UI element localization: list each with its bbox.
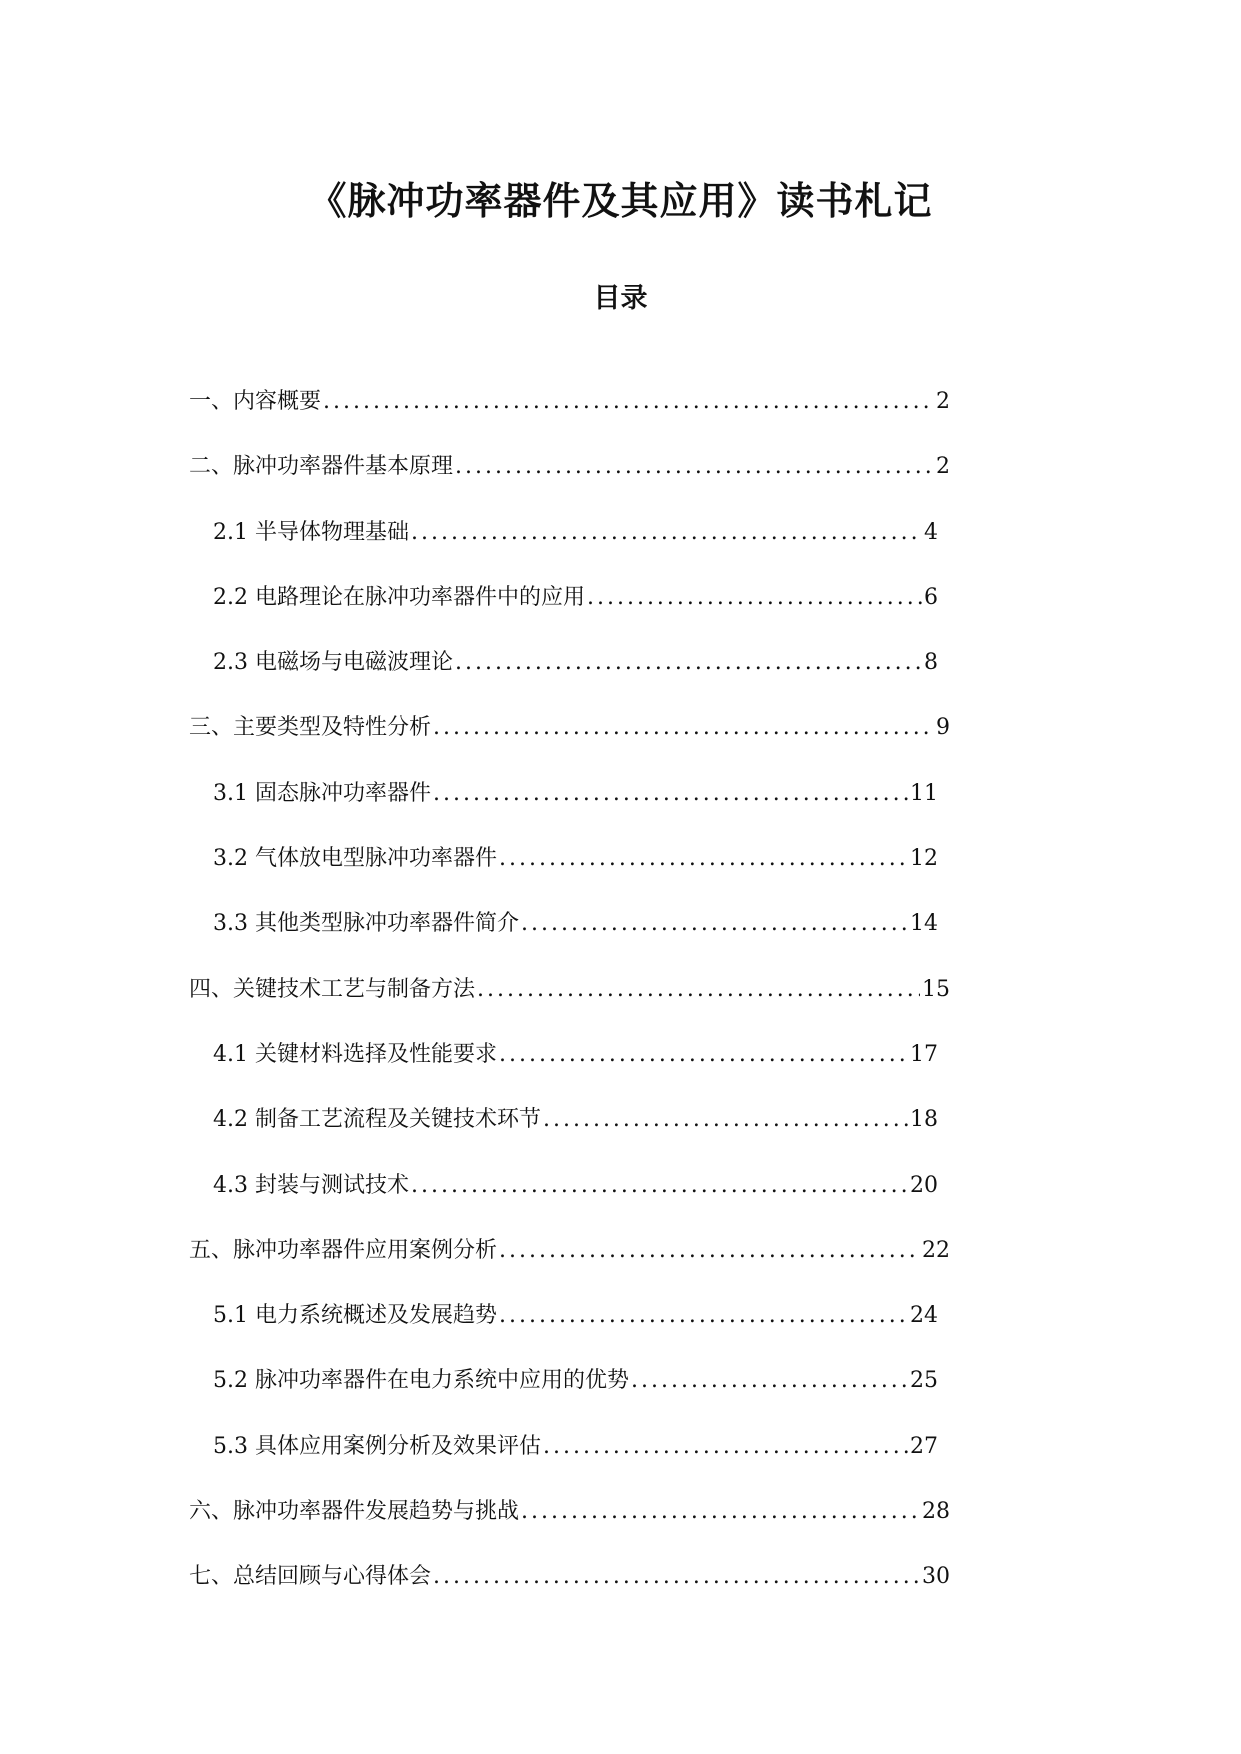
toc-entry-page-number: 25 <box>910 1368 938 1394</box>
toc-dot-leader <box>323 382 934 422</box>
toc-dot-leader <box>455 447 934 487</box>
toc-entry[interactable] <box>189 578 950 643</box>
toc-entry-page-number: 4 <box>924 519 938 545</box>
toc-entry[interactable] <box>189 1296 950 1361</box>
toc-entry[interactable] <box>189 1035 950 1100</box>
toc-entry[interactable] <box>189 708 950 773</box>
toc-entry-label: 5.2 脉冲功率器件在电力系统中应用的优势 <box>213 1368 629 1394</box>
toc-dot-leader <box>499 1296 908 1336</box>
toc-entry-page-number: 27 <box>910 1433 938 1459</box>
toc-entry-page-number: 2 <box>936 454 950 480</box>
toc-entry[interactable] <box>189 970 950 1035</box>
toc-entry-label: 五、脉冲功率器件应用案例分析 <box>189 1237 498 1263</box>
toc-dot-leader <box>543 1427 908 1467</box>
toc-entry-label: 4.2 制备工艺流程及关键技术环节 <box>213 1107 541 1133</box>
toc-entry-page-number: 8 <box>924 650 938 676</box>
toc-dot-leader <box>499 1231 920 1271</box>
toc-entry-label: 4.3 封装与测试技术 <box>213 1172 409 1198</box>
toc-entry[interactable] <box>189 1557 950 1622</box>
toc-entry-page-number: 2 <box>936 389 950 414</box>
toc-entry-label: 四、关键技术工艺与制备方法 <box>189 976 476 1002</box>
toc-entry-page-number: 20 <box>910 1172 938 1198</box>
toc-dot-leader <box>587 578 922 618</box>
toc-dot-leader <box>477 970 920 1010</box>
toc-entry-label: 六、脉冲功率器件发展趋势与挑战 <box>189 1499 520 1525</box>
toc-dot-leader <box>499 1035 908 1075</box>
toc-dot-leader <box>521 904 908 944</box>
toc-entry-label: 七、总结回顾与心得体会 <box>189 1564 432 1590</box>
toc-entry-label: 3.3 其他类型脉冲功率器件简介 <box>213 911 519 937</box>
table-of-contents <box>189 382 950 1623</box>
toc-entry[interactable] <box>189 643 950 708</box>
toc-entry-label: 2.1 半导体物理基础 <box>213 519 409 545</box>
toc-dot-leader <box>433 708 934 748</box>
toc-dot-leader <box>433 774 908 814</box>
toc-entry-label: 3.2 气体放电型脉冲功率器件 <box>213 846 497 872</box>
toc-entry[interactable] <box>189 904 950 969</box>
toc-entry[interactable] <box>189 513 950 578</box>
toc-entry-page-number: 12 <box>910 846 938 872</box>
toc-entry-label: 2.3 电磁场与电磁波理论 <box>213 650 453 676</box>
toc-entry-page-number: 18 <box>910 1107 938 1133</box>
toc-entry-page-number: 22 <box>922 1237 950 1263</box>
toc-heading: 目录 <box>593 283 648 314</box>
toc-entry-page-number: 9 <box>936 715 950 741</box>
toc-dot-leader <box>521 1492 920 1532</box>
toc-entry-page-number: 14 <box>910 911 938 937</box>
toc-dot-leader <box>411 1166 908 1206</box>
toc-entry[interactable] <box>189 382 950 447</box>
toc-entry-label: 三、主要类型及特性分析 <box>189 715 432 741</box>
toc-entry[interactable] <box>189 1427 950 1492</box>
document-title: 《脉冲功率器件及其应用》读书札记 <box>308 178 933 224</box>
toc-entry-label: 5.3 具体应用案例分析及效果评估 <box>213 1433 541 1459</box>
toc-entry[interactable] <box>189 1231 950 1296</box>
toc-dot-leader <box>499 839 908 879</box>
toc-entry[interactable] <box>189 1361 950 1426</box>
toc-entry-label: 一、内容概要 <box>189 389 322 414</box>
toc-entry-page-number: 24 <box>910 1303 938 1329</box>
toc-entry-page-number: 15 <box>922 976 950 1002</box>
toc-entry[interactable] <box>189 774 950 839</box>
toc-dot-leader <box>411 513 922 553</box>
toc-entry-page-number: 28 <box>922 1499 950 1525</box>
toc-entry[interactable] <box>189 1100 950 1165</box>
toc-entry-page-number: 11 <box>910 780 938 806</box>
toc-entry-page-number: 17 <box>910 1041 938 1067</box>
toc-entry[interactable] <box>189 447 950 512</box>
toc-dot-leader <box>455 643 922 683</box>
toc-entry[interactable] <box>189 839 950 904</box>
toc-entry-label: 3.1 固态脉冲功率器件 <box>213 780 431 806</box>
toc-entry-label: 2.2 电路理论在脉冲功率器件中的应用 <box>213 584 585 610</box>
toc-entry-label: 4.1 关键材料选择及性能要求 <box>213 1041 497 1067</box>
toc-entry-label: 二、脉冲功率器件基本原理 <box>189 454 454 480</box>
toc-entry-page-number: 30 <box>922 1564 950 1590</box>
toc-dot-leader <box>433 1557 920 1597</box>
toc-dot-leader <box>543 1100 908 1140</box>
toc-entry-page-number: 6 <box>924 584 938 610</box>
toc-entry[interactable] <box>189 1166 950 1231</box>
toc-entry-label: 5.1 电力系统概述及发展趋势 <box>213 1303 497 1329</box>
toc-entry[interactable] <box>189 1492 950 1557</box>
toc-dot-leader <box>631 1361 908 1401</box>
